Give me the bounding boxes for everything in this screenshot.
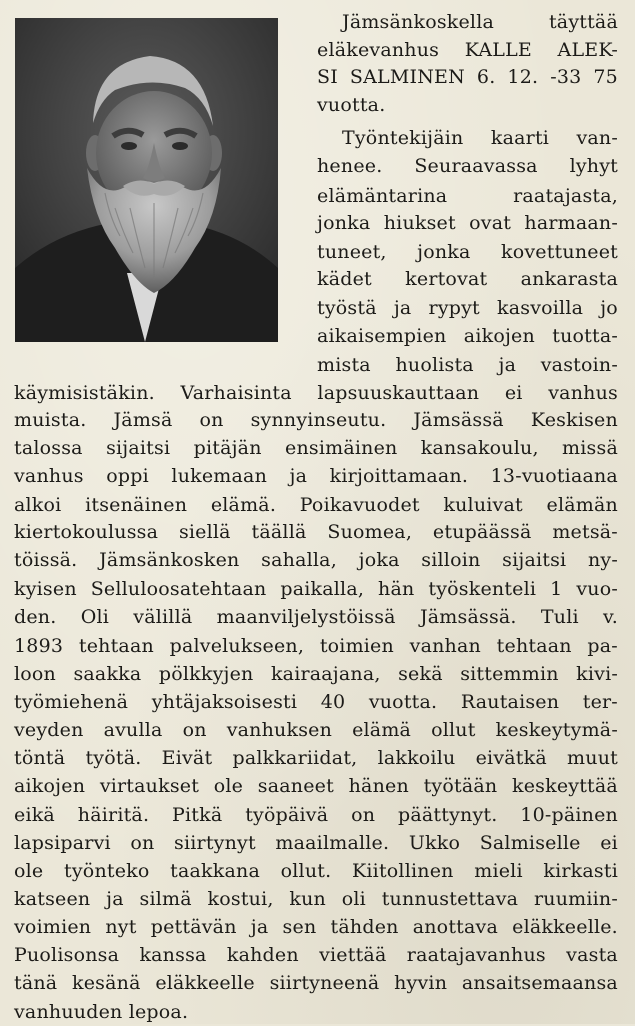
text-line: lapsiparvi on siirtynyt maailmalle. Ukko Salmiselle ei (14, 832, 618, 854)
text-line: vanhus oppi lukemaan ja kirjoittamaan. 13-vuotiaana (14, 465, 618, 487)
text-line: muista. Jämsä on synnyinseutu. Jämsässä Keskisen (14, 409, 618, 431)
text-line: ole työnteko taakkana ollut. Kiitollinen mieli kirkasti (14, 860, 618, 882)
text-line: töntä työtä. Eivät palkkariidat, lakkoilu eivätkä muut (14, 747, 618, 769)
text-line: tuneet, jonka kovettuneet (317, 241, 618, 263)
text-line: kädet kertovat ankarasta (317, 268, 618, 290)
text-line: käymisistäkin. Varhaisinta lapsuuskauttaan ei vanhus (14, 382, 618, 404)
text-line: henee. Seuraavassa lyhyt (317, 155, 618, 177)
text-line: alkoi itsenäinen elämä. Poikavuodet kuluivat elämän (14, 494, 618, 516)
text-line: elämäntarina raatajasta, (317, 185, 618, 207)
text-line: mista huolista ja vastoin- (317, 354, 618, 376)
text-line: kiertokoulussa siellä täällä Suomea, etupäässä metsä- (14, 521, 618, 543)
text-line: tänä kesänä eläkkeelle siirtyneenä hyvin ansaitsemaansa (14, 972, 618, 994)
text-line: aikaisempien aikojen tuotta- (317, 325, 618, 347)
text-line: eikä häiritä. Pitkä työpäivä on päättynyt. 10-päinen (14, 804, 618, 826)
text-line: katseen ja silmä kostui, kun oli tunnustettava ruumiin- (14, 888, 618, 910)
text-line: talossa sijaitsi pitäjän ensimäinen kansakoulu, missä (14, 437, 618, 459)
text-line: jonka hiukset ovat harmaan- (317, 212, 618, 234)
text-line: eläkevanhus KALLE ALEK- (317, 39, 618, 61)
text-line: aikojen virtaukset ole saaneet hänen työtään keskeyttää (14, 775, 618, 797)
text-line: vuotta. (317, 94, 386, 116)
text-line: veyden avulla on vanhuksen elämä ollut keskeytymä- (14, 719, 618, 741)
portrait-photo (15, 18, 278, 342)
text-line: SI SALMINEN 6. 12. -33 75 (317, 66, 618, 88)
text-line: Puolisonsa kanssa kahden viettää raatajavanhus vasta (14, 944, 618, 966)
text-line: kyisen Selluloosatehtaan paikalla, hän työskenteli 1 vuo- (14, 578, 618, 600)
text-line: Jämsänkoskella täyttää (342, 11, 618, 33)
text-line: 1893 tehtaan palvelukseen, toimien vanhan tehtaan pa- (14, 635, 618, 657)
text-line: den. Oli välillä maanviljelystöissä Jämsässä. Tuli v. (14, 606, 618, 628)
text-line: työstä ja rypyt kasvoilla jo (317, 297, 618, 319)
text-line: voimien nyt pettävän ja sen tähden anottava eläkkeelle. (14, 916, 618, 938)
text-line: loon saakka pölkkyjen kairaajana, sekä sittemmin kivi- (14, 663, 618, 685)
text-line: töissä. Jämsänkosken sahalla, joka silloin sijaitsi ny- (14, 549, 618, 571)
text-line: työmiehenä yhtäjaksoisesti 40 vuotta. Rautaisen ter- (14, 691, 618, 713)
text-line: vanhuuden lepoa. (14, 1001, 189, 1023)
text-line: Työntekijäin kaarti van- (342, 127, 618, 149)
